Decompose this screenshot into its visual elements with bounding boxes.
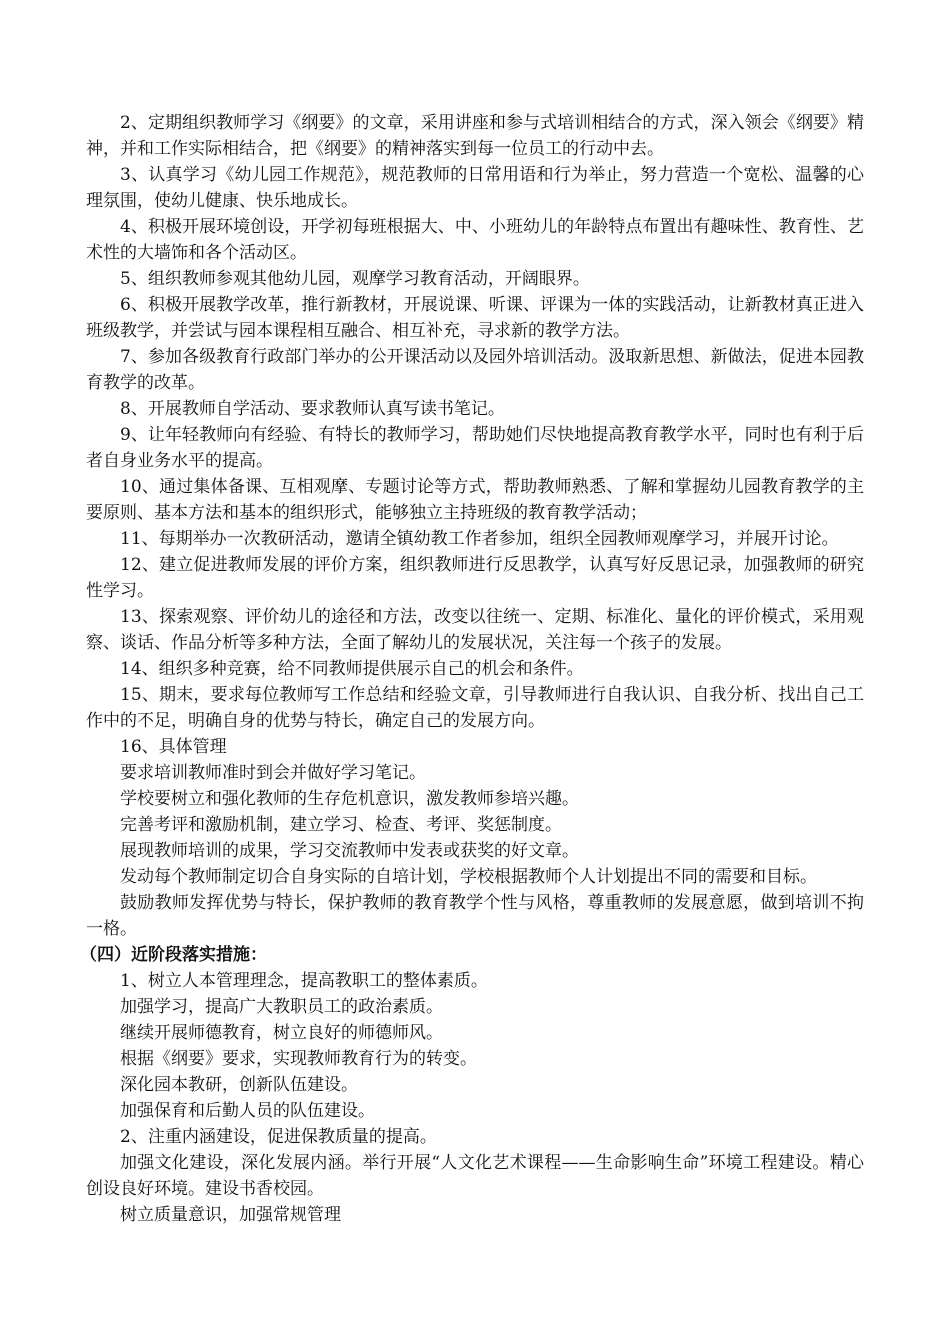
- management-point-4: 展现教师培训的成果，学习交流教师中发表或获奖的好文章。: [120, 841, 579, 861]
- paragraph-item-13: 13、探索观察、评价幼儿的途径和方法，改变以往统一、定期、标准化、量化的评价模式，采用观察、谈话、作品分析等多种方法，全面了解幼儿的发展状况，关注每一个孩子的发展。: [86, 607, 864, 653]
- document-page: [80, 110, 864, 1228]
- measure-item-1: 1、树立人本管理理念，提高教职工的整体素质。: [120, 971, 488, 991]
- paragraph-item-8: 8、开展教师自学活动、要求教师认真写读书笔记。: [120, 399, 505, 419]
- paragraph-item-14: 14、组织多种竞赛，给不同教师提供展示自己的机会和条件。: [120, 659, 584, 679]
- paragraph-item-15: 15、期末，要求每位教师写工作总结和经验文章，引导教师进行自我认识、自我分析、找出自己工作中的不足，明确自身的优势与特长，确定自己的发展方向。: [86, 685, 864, 731]
- measure-sub-item: 根据《纲要》要求，实现教师教育行为的转变。: [120, 1049, 477, 1069]
- paragraph-item-10: 10、通过集体备课、互相观摩、专题讨论等方式，帮助教师熟悉、了解和掌握幼儿园教育教学的主要原则、基本方法和基本的组织形式，能够独立主持班级的教育教学活动；: [86, 477, 864, 523]
- measure-sub-item: 加强保育和后勤人员的队伍建设。: [120, 1101, 375, 1121]
- measure-sub-item: 加强学习，提高广大教职员工的政治素质。: [120, 997, 443, 1017]
- paragraph-item-6: 6、积极开展教学改革，推行新教材，开展说课、听课、评课为一体的实践活动，让新教材真正进入班级教学，并尝试与园本课程相互融合、相互补充，寻求新的教学方法。: [86, 295, 864, 341]
- measure-item-2: 2、注重内涵建设，促进保教质量的提高。: [120, 1127, 437, 1147]
- paragraph-item-12: 12、建立促进教师发展的评价方案，组织教师进行反思教学，认真写好反思记录，加强教师的研究性学习。: [86, 555, 864, 601]
- paragraph-item-11: 11、每期举办一次教研活动，邀请全镇幼教工作者参加，组织全园教师观摩学习，并展开讨论。: [120, 529, 839, 549]
- management-point-3: 完善考评和激励机制，建立学习、检查、考评、奖惩制度。: [120, 815, 562, 835]
- paragraph-item-5: 5、组织教师参观其他幼儿园，观摩学习教育活动，开阔眼界。: [120, 269, 590, 289]
- management-point-6: 鼓励教师发挥优势与特长，保护教师的教育教学个性与风格，尊重教师的发展意愿，做到培训不拘一格。: [86, 893, 864, 939]
- paragraph-item-16: 16、具体管理: [120, 737, 227, 757]
- paragraph-item-7: 7、参加各级教育行政部门举办的公开课活动以及园外培训活动。汲取新思想、新做法，促进本园教育教学的改革。: [86, 347, 864, 393]
- paragraph-item-3: 3、认真学习《幼儿园工作规范》，规范教师的日常用语和行为举止，努力营造一个宽松、温馨的心理氛围，使幼儿健康、快乐地成长。: [86, 165, 864, 211]
- measure-sub-item: 深化园本教研，创新队伍建设。: [120, 1075, 358, 1095]
- paragraph-item-2: 2、定期组织教师学习《纲要》的文章，采用讲座和参与式培训相结合的方式，深入领会《纲要》精神，并和工作实际相结合，把《纲要》的精神落实到每一位员工的行动中去。: [86, 113, 864, 159]
- paragraph-item-9: 9、让年轻教师向有经验、有特长的教师学习，帮助她们尽快地提高教育教学水平，同时也有利于后者自身业务水平的提高。: [86, 425, 864, 471]
- measure-sub-item: 加强文化建设，深化发展内涵。举行开展“人文化艺术课程——生命影响生命”环境工程建设。精心创设良好环境。建设书香校园。: [86, 1153, 864, 1199]
- measure-sub-item: 继续开展师德教育，树立良好的师德师风。: [120, 1023, 443, 1043]
- section-heading: （四）近阶段落实措施：: [80, 945, 267, 965]
- measure-sub-item: 树立质量意识，加强常规管理: [120, 1205, 341, 1225]
- management-point-2: 学校要树立和强化教师的生存危机意识，激发教师参培兴趣。: [120, 789, 579, 809]
- management-point-1: 要求培训教师准时到会并做好学习笔记。: [120, 763, 426, 783]
- management-point-5: 发动每个教师制定切合自身实际的自培计划，学校根据教师个人计划提出不同的需要和目标。: [120, 867, 817, 887]
- paragraph-item-4: 4、积极开展环境创设，开学初每班根据大、中、小班幼儿的年龄特点布置出有趣味性、教育性、艺术性的大墙饰和各个活动区。: [86, 217, 864, 263]
